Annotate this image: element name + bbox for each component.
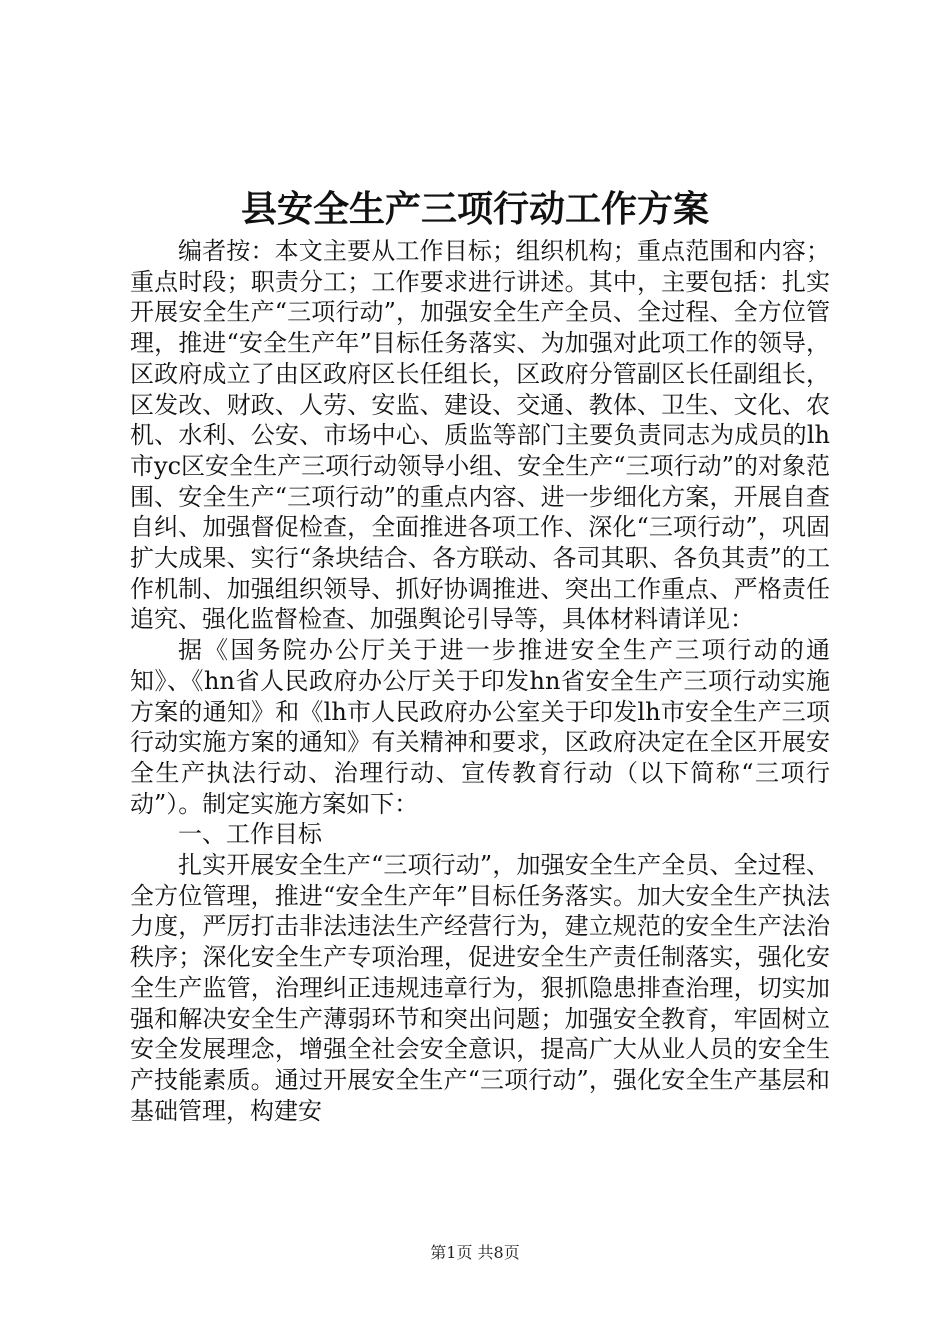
document-body — [130, 236, 830, 1126]
section-heading-work-goals: 一、工作目标 — [178, 820, 322, 849]
editor-note-paragraph: 编者按：本文主要从工作目标；组织机构；重点范围和内容；重点时段；职责分工；工作要求进行讲述。其中，主要包括：扎实开展安全生产“三项行动”，加强安全生产全员、全过程、全方位管理，推进“安全生产年”目标任务落实、为加强对此项工作的领导，区政府成立了由区政府区长任组长，区政府分管副区长任副组长，区发改、财政、人劳、安监、建设、交通、教体、卫生、文化、农机、水利、公安、市场中心、质监等部门主要负责同志为成员的lh市yc区安全生产三项行动领导小组、安全生产“三项行动”的对象范围、安全生产“三项行动”的重点内容、进一步细化方案，开展自查自纠、加强督促检查，全面推进各项工作、深化“三项行动”，巩固扩大成果、实行“条块结合、各方联动、各司其职、各负其责”的工作机制、加强组织领导、抓好协调推进、突出工作重点、严格责任追究、强化监督检查、加强舆论引导等，具体材料请详见： — [130, 237, 830, 634]
document-title: 县安全生产三项行动工作方案 — [240, 188, 709, 230]
work-goals-paragraph: 扎实开展安全生产“三项行动”，加强安全生产全员、全过程、全方位管理，推进“安全生产年”目标任务落实。加大安全生产执法力度，严厉打击非法违法生产经营行为，建立规范的安全生产法治秩序；深化安全生产专项治理，促进安全生产责任制落实，强化安全生产监管，治理纠正违规违章行为，狠抓隐患排查治理，切实加强和解决安全生产薄弱环节和突出问题；加强安全教育，牢固树立安全发展理念，增强全社会安全意识，提高广大从业人员的安全生产技能素质。通过开展安全生产“三项行动”，强化安全生产基层和基础管理，构建安 — [130, 851, 830, 1125]
page-number-footer: 第1页 共8页 — [430, 1243, 520, 1262]
basis-paragraph: 据《国务院办公厅关于进一步推进安全生产三项行动的通知》、《hn省人民政府办公厅关于印发hn省安全生产三项行动实施方案的通知》和《lh市人民政府办公室关于印发lh市安全生产三项行动实施方案的通知》有关精神和要求，区政府决定在全区开展安全生产执法行动、治理行动、宣传教育行动（以下简称“三项行动”）。制定实施方案如下： — [130, 636, 830, 818]
